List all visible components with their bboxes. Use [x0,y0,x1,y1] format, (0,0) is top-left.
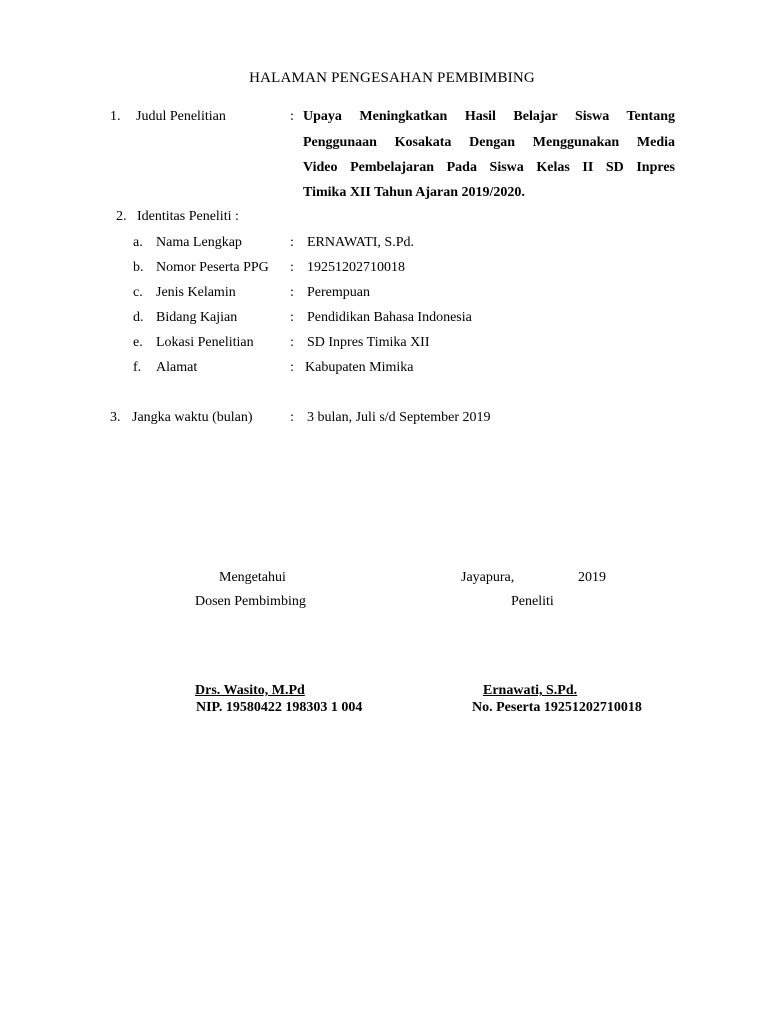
item-value: Perempuan [307,285,370,300]
sign-right-id: No. Peserta 19251202710018 [472,700,642,715]
item-colon: : [290,360,294,375]
section3-label: Jangka waktu (bulan) [132,410,253,425]
item-label: Alamat [156,360,198,375]
judul-line: Timika XII Tahun Ajaran 2019/2020. [303,185,525,200]
section3-value: 3 bulan, Juli s/d September 2019 [307,410,491,425]
section2-label: Identitas Peneliti : [137,209,239,224]
item-colon: : [290,260,294,275]
section3-colon: : [290,410,294,425]
item-letter: f. [133,360,142,375]
item-colon: : [290,235,294,250]
item-label: Nomor Peserta PPG [156,260,269,275]
sign-right-name: Ernawati, S.Pd. [483,683,578,698]
item-letter: d. [133,310,144,325]
judul-line: Video Pembelajaran Pada Siswa Kelas II SD Inpres [303,160,675,175]
item-label: Nama Lengkap [156,235,242,250]
sign-left-name: Drs. Wasito, M.Pd [195,683,305,698]
item-letter: c. [133,285,143,300]
item-value: Kabupaten Mimika [305,360,414,375]
item-colon: : [290,310,294,325]
item-colon: : [290,335,294,350]
section3-number: 3. [110,410,121,425]
item-letter: e. [133,335,143,350]
section1-number: 1. [110,109,121,124]
item-value: Pendidikan Bahasa Indonesia [307,310,472,325]
section1-colon: : [290,109,294,124]
section2-number: 2. [116,209,127,224]
page-title: HALAMAN PENGESAHAN PEMBIMBING [249,70,535,86]
item-letter: a. [133,235,143,250]
item-label: Lokasi Penelitian [156,335,254,350]
judul-line: Penggunaan Kosakata Dengan Menggunakan Media [303,135,675,150]
sign-left-line2: Dosen Pembimbing [195,594,306,609]
section1-label: Judul Penelitian [136,109,226,124]
sign-right-role: Peneliti [511,594,554,609]
item-value: 19251202710018 [307,260,405,275]
judul-line: Upaya Meningkatkan Hasil Belajar Siswa Tentang [303,109,675,124]
sign-left-line1: Mengetahui [219,570,286,585]
sign-right-place: Jayapura, [461,570,515,585]
item-value: ERNAWATI, S.Pd. [307,235,414,250]
item-letter: b. [133,260,144,275]
item-label: Jenis Kelamin [156,285,236,300]
item-value: SD Inpres Timika XII [307,335,430,350]
sign-right-year: 2019 [578,570,606,585]
sign-left-id: NIP. 19580422 198303 1 004 [196,700,363,715]
item-label: Bidang Kajian [156,310,238,325]
item-colon: : [290,285,294,300]
